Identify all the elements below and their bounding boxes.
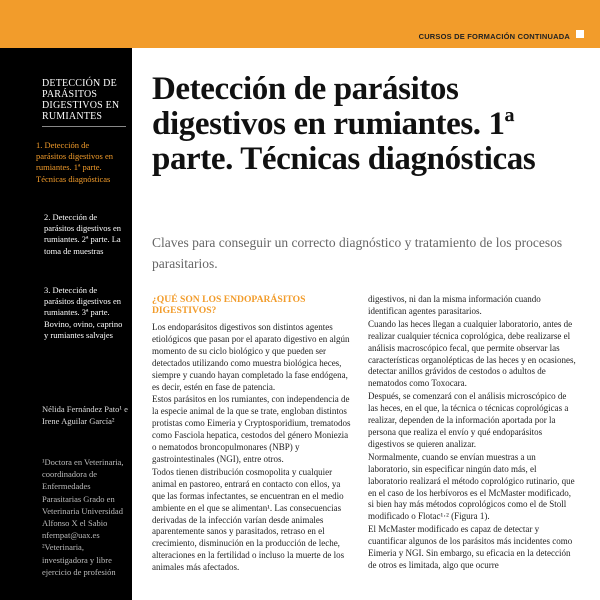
header-band	[0, 0, 600, 48]
sidebar-item-label: 1. Detección de parásitos digestivos en rumiantes. 1ª parte. Técnicas diagnósticas	[36, 140, 113, 184]
series-label: CURSOS DE FORMACIÓN CONTINUADA	[418, 32, 570, 41]
paragraph: Los endoparásitos digestivos son distintos agentes etiológicos que pasan por el aparato digestivo en algún momento de su ciclo biológico y que pueden ser detectados utilizando como muestra biológica heces, siempre y cuando hayan completado la fase endógena, es decir, estén en fase de patencia.	[152, 322, 350, 392]
sidebar-item-label: 2. Detección de parásitos digestivos en rumiantes. 2ª parte. La toma de muestras	[44, 212, 121, 256]
paragraph: Todos tienen distribución cosmopolita y cualquier animal en pastoreo, entrará en contacto con ellos, ya que las formas infectantes, se encuentran en el medio ambiente en el que se alimentan¹. Las consecuencias derivadas de la infección varían desde animales aparentemente sanos y parasitados, retraso en el crecimiento, disminución en la producción de leche, alteraciones en la fertilidad o incluso la muerte de los animales más afectados.	[152, 466, 345, 573]
author-names: Nélida Fernández Pato¹ e Irene Aguilar García²	[42, 404, 128, 426]
paragraph: Estos parásitos en los rumiantes, con independencia de la especie animal de la que se trate, engloban distintos protistas como Eimeria y Cryptosporidium, trematodos como Fasciola hepatica, cestodos del género Moniezia o nematodos broncopulmonares (NBP) y gastrointestinales (NGI), entre otros.	[152, 394, 351, 464]
author-affiliations: ¹Doctora en Veterinaria, coordinadora de Enfermedades Parasitarias Grado en Veterinaria Universidad Alfonso X el Sabio nfernpat@uax.es ²Veterinaria, investigadora y libre ejercicio de profesión	[42, 457, 124, 577]
body-column-left	[152, 322, 352, 575]
sidebar-divider	[42, 126, 126, 127]
sidebar-heading: DETECCIÓN DE PARÁSITOS DIGESTIVOS EN RUMIANTES	[42, 78, 120, 122]
article-title: Detección de parásitos digestivos en rumiantes. 1ª parte. Técnicas diagnósticas	[152, 71, 536, 177]
article-subtitle: Claves para conseguir un correcto diagnóstico y tratamiento de los procesos parasitarios.	[152, 235, 563, 271]
paragraph: Normalmente, cuando se envían muestras a un laboratorio, sin especificar ningún dato más, el laboratorio realizará el método coprológico rutinario, que en el caso de los herbívoros es el McMaster modificado, si bien hay más métodos coprológicos como el de Stoll modificado o Flotac¹·² (Figura 1).	[368, 451, 575, 522]
paragraph: Cuando las heces llegan a cualquier laboratorio, antes de realizar cualquier técnica coprológica, debe realizarse el análisis macroscópico fecal, que permite observar las características organolépticas de las heces y en ocasiones, detectar anillos grávidos de cestodos o adultos de nematodos como Toxocara.	[368, 318, 576, 389]
sidebar-item-part-3[interactable]	[44, 285, 128, 341]
sidebar-item-part-1[interactable]	[36, 140, 120, 185]
paragraph: Después, se comenzará con el análisis microscópico de las heces, en el que, la técnica o técnicas coprológicas a realizar, dependen de la información aportada por la persona que realiza el envío y qué endoparásitos digestivos se quieren analizar.	[368, 391, 569, 449]
sidebar	[0, 48, 132, 600]
sidebar-item-label: 3. Detección de parásitos digestivos en rumiantes. 3ª parte. Bovino, ovino, caprino y rumiantes salvajes	[44, 285, 123, 340]
body-column-right	[368, 294, 576, 573]
paragraph: El McMaster modificado es capaz de detectar y cuantificar algunos de los parásitos más incidentes como Eimeria y NGI. Sin embargo, su eficacia en la detección de otros es limitada, algo que ocurre	[368, 524, 573, 570]
sidebar-item-part-2[interactable]	[44, 212, 128, 257]
paragraph: digestivos, ni dan la misma información cuando identifican agentes parasitarios.	[368, 294, 541, 316]
section-heading: ¿QUÉ SON LOS ENDOPARÁSITOS DIGESTIVOS?	[152, 294, 306, 316]
header-square-icon	[576, 30, 584, 38]
